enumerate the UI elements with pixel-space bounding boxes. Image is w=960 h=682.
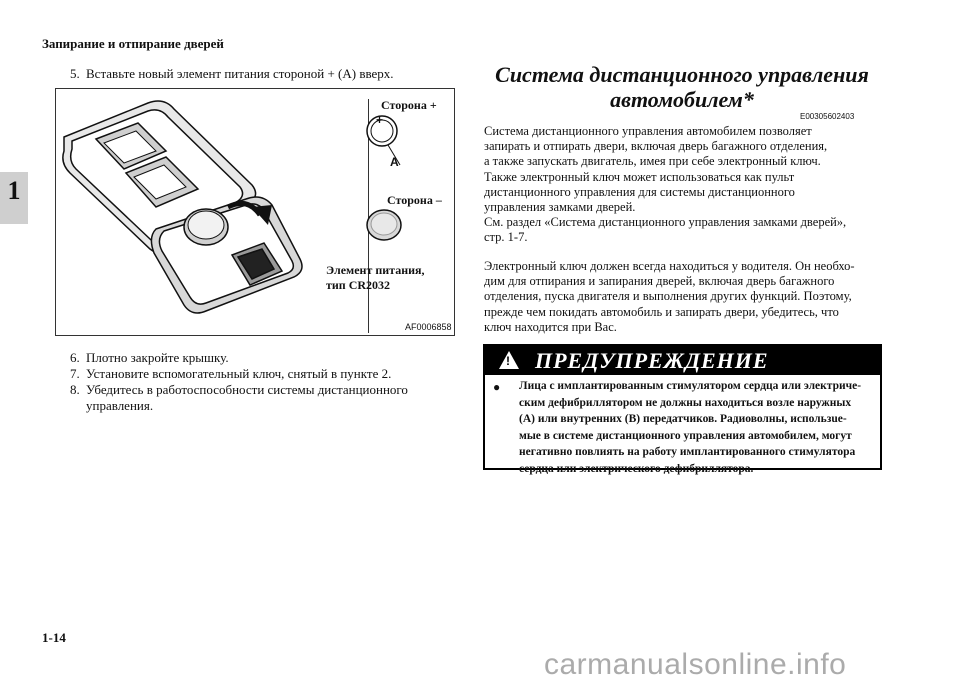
page-number: 1-14 (42, 630, 66, 645)
step-text: Установите вспомогательный ключ, снятый в пункте 2. (86, 366, 392, 381)
warning-exclamation-icon: ! (506, 354, 510, 368)
label-a: A (390, 155, 399, 169)
warning-header (485, 346, 880, 375)
text-line: дим для отпирания и запирания дверей, включая дверь багажного (484, 274, 835, 289)
text-line: прежде чем покидать автомобиль и запирать двери, убедитесь, что (484, 304, 839, 319)
text-line: управления замками дверей. (484, 200, 636, 215)
plus-mark: + (376, 113, 384, 127)
figure-code: AF0006858 (405, 322, 452, 332)
text-line: Электронный ключ должен всегда находиться у водителя. Он необхо- (484, 259, 855, 273)
warning-text (519, 378, 871, 477)
bullet-icon: ● (493, 380, 501, 394)
step-number: 8. (70, 382, 80, 397)
step-number: 5. (70, 66, 80, 81)
section-title-line-2: автомобилем* (610, 87, 754, 112)
text-line: ключ находится при Вас. (484, 319, 617, 334)
warning-box (483, 344, 882, 475)
text-line: мые в системе дистанционного управления автомобилем, могут (519, 429, 852, 442)
warning-title: ПРЕДУПРЕЖДЕНИЕ (535, 348, 769, 373)
text-line: Система дистанционного управления автомобилем позволяет (484, 124, 812, 138)
step-text: Плотно закройте крышку. (86, 350, 229, 365)
step-7 (70, 366, 391, 381)
watermark: carmanualsonline.info (544, 648, 847, 681)
text-line: См. раздел «Система дистанционного управления замками дверей», (484, 215, 847, 230)
step-number: 7. (70, 366, 80, 381)
text-line: запирать и отпирать двери, включая дверь багажного отделения, (484, 139, 828, 154)
text-line: а также запускать двигатель, имея при себе электронный ключ. (484, 154, 821, 169)
step-text: Вставьте новый элемент питания стороной + (A) вверх. (86, 66, 394, 81)
label-battery-type-1: Элемент питания, (326, 263, 425, 277)
text-line: сердца или электрического дефибриллятора. (519, 462, 754, 475)
text-line: дистанционного управления для системы дистанционного (484, 184, 795, 199)
text-line: Лица с имплантированным стимулятором сердца или электриче- (519, 380, 862, 392)
section-code: E00305602403 (800, 112, 855, 121)
step-number: 6. (70, 350, 80, 365)
battery-figure (55, 88, 455, 336)
paragraph-1 (484, 124, 884, 246)
section-title (482, 62, 882, 112)
label-battery-type-2: тип CR2032 (326, 278, 391, 292)
text-line: стр. 1-7. (484, 230, 528, 245)
label-side-plus: Сторона + (381, 98, 437, 112)
step-8 (70, 382, 408, 397)
text-line: ским дефибриллятором не должны находиться возле наружных (519, 396, 852, 409)
text-line: негативно повлиять на работу имплантированного стимулятора (519, 446, 856, 458)
section-title-line-1: Система дистанционного управления (495, 62, 869, 87)
chapter-number: 1 (7, 176, 21, 205)
page-header-title: Запирание и отпирание дверей (42, 36, 224, 51)
text-line: отделения, пуска двигателя и выполнения других функций. Поэтому, (484, 289, 852, 304)
step-5 (70, 66, 394, 81)
label-side-minus: Сторона – (387, 193, 442, 207)
battery-minus-side-icon (362, 205, 412, 245)
paragraph-2 (484, 259, 884, 335)
step-8-continuation: управления. (86, 398, 154, 413)
step-text: Убедитесь в работоспособности системы дистанционного (86, 382, 408, 397)
text-line: Также электронный ключ может использоваться как пульт (484, 169, 795, 184)
key-fob-illustration (56, 89, 356, 329)
step-6 (70, 350, 229, 365)
text-line: (A) или внутренних (B) передатчиков. Радиоволны, использue- (519, 413, 847, 425)
